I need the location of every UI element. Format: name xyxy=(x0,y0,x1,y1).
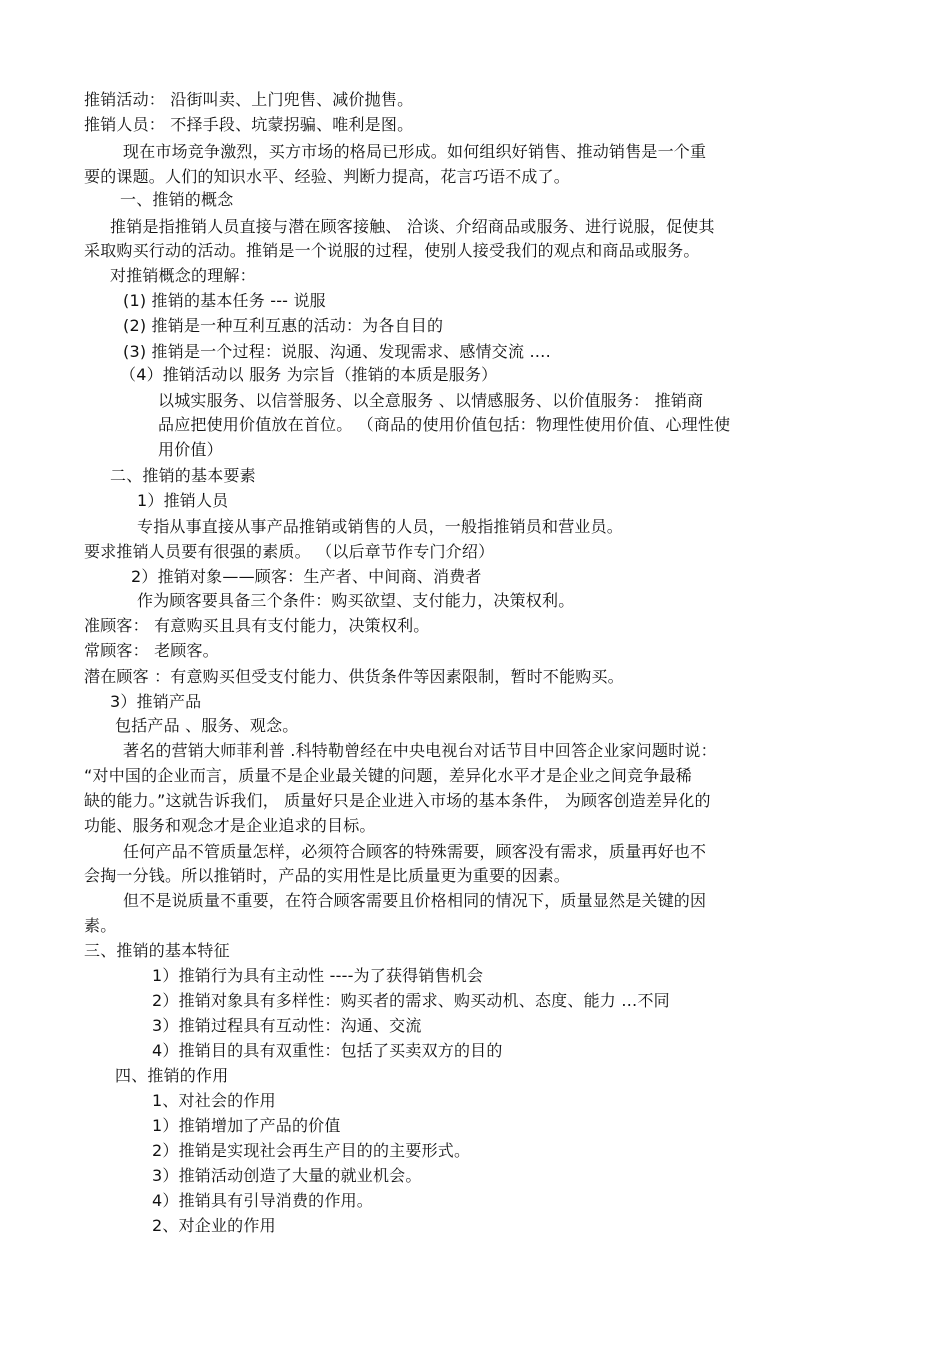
text-line: 以城实服务、以信誉服务、以全意服务 、以情感服务、以价值服务： 推销商 xyxy=(158,391,704,410)
list-item: 1）推销增加了产品的价值 xyxy=(152,1116,341,1135)
text-line: 要的课题。人们的知识水平、经验、判断力提高，花言巧语不成了。 xyxy=(84,167,571,186)
text-line: 要求推销人员要有很强的素质。 （以后章节作专门介绍） xyxy=(84,542,495,561)
list-item: (2) 推销是一种互利互惠的活动：为各自目的 xyxy=(123,316,444,335)
text-line: 现在市场竞争激烈，买方市场的格局已形成。如何组织好销售、推动销售是一个重 xyxy=(123,142,707,161)
subsection-heading: 1、对社会的作用 xyxy=(152,1091,276,1110)
text-line: 作为顾客要具备三个条件：购买欲望、支付能力，决策权利。 xyxy=(137,591,575,610)
text-line: 素。 xyxy=(84,916,117,935)
list-item: 2）推销是实现社会再生产目的的主要形式。 xyxy=(152,1141,471,1160)
section-heading: 一、推销的概念 xyxy=(120,190,234,209)
text-line: 推销是指推销人员直接与潜在顾客接触、 洽谈、介绍商品或服务、进行说服，促使其 xyxy=(110,217,715,236)
text-line: 专指从事直接从事产品推销或销售的人员，一般指推销员和营业员。 xyxy=(137,517,624,536)
text-line: 著名的营销大师菲利普 .科特勒曾经在中央电视台对话节目中回答企业家问题时说： xyxy=(123,741,717,760)
list-item: (1) 推销的基本任务 --- 说服 xyxy=(123,291,326,310)
text-line: 品应把使用价值放在首位。 （商品的使用价值包括：物理性使用价值、心理性使 xyxy=(158,415,731,434)
list-item: 4）推销具有引导消费的作用。 xyxy=(152,1191,373,1210)
list-item: 3）推销过程具有互动性：沟通、交流 xyxy=(152,1016,422,1035)
text-line: 任何产品不管质量怎样，必须符合顾客的特殊需要，顾客没有需求，质量再好也不 xyxy=(123,842,707,861)
text-line: “对中国的企业而言，质量不是企业最关键的问题，差异化水平才是企业之间竞争最稀 xyxy=(84,766,692,785)
text-line: 对推销概念的理解： xyxy=(110,266,256,285)
list-item: （4）推销活动以 服务 为宗旨（推销的本质是服务） xyxy=(120,365,498,384)
list-item: 3）推销活动创造了大量的就业机会。 xyxy=(152,1166,422,1185)
list-item: 1）推销行为具有主动性 ----为了获得销售机会 xyxy=(152,966,484,985)
text-line: 常顾客： 老顾客。 xyxy=(84,641,219,660)
list-item: 4）推销目的具有双重性：包括了买卖双方的目的 xyxy=(152,1041,503,1060)
text-line: 会掏一分钱。所以推销时，产品的实用性是比质量更为重要的因素。 xyxy=(84,866,571,885)
list-item: 2）推销对象具有多样性：购买者的需求、购买动机、态度、能力 …不同 xyxy=(152,991,670,1010)
text-line: 推销活动： 沿街叫卖、上门兜售、减价抛售。 xyxy=(84,90,414,109)
subsection-heading: 2、对企业的作用 xyxy=(152,1216,276,1235)
text-line: 但不是说质量不重要，在符合顾客需要且价格相同的情况下，质量显然是关键的因 xyxy=(123,891,707,910)
text-line: 准顾客： 有意购买且具有支付能力，决策权利。 xyxy=(84,616,430,635)
subsection-heading: 1）推销人员 xyxy=(137,491,229,510)
text-line: 采取购买行动的活动。推销是一个说服的过程，使别人接受我们的观点和商品或服务。 xyxy=(84,241,700,260)
text-line: 推销人员： 不择手段、坑蒙拐骗、唯利是图。 xyxy=(84,115,414,134)
section-heading: 三、推销的基本特征 xyxy=(84,941,230,960)
subsection-heading: 3）推销产品 xyxy=(110,692,202,711)
text-line: 功能、服务和观念才是企业追求的目标。 xyxy=(84,816,376,835)
subsection-heading: 2）推销对象——顾客：生产者、中间商、消费者 xyxy=(131,567,482,586)
text-line: 潜在顾客 ：有意购买但受支付能力、供货条件等因素限制，暂时不能购买。 xyxy=(84,667,624,686)
list-item: (3) 推销是一个过程：说服、沟通、发现需求、感情交流 …. xyxy=(123,342,551,361)
section-heading: 四、推销的作用 xyxy=(115,1066,229,1085)
text-line: 用价值） xyxy=(158,440,223,459)
section-heading: 二、推销的基本要素 xyxy=(110,466,256,485)
text-line: 包括产品 、服务、观念。 xyxy=(115,716,299,735)
text-line: 缺的能力。”这就告诉我们， 质量好只是企业进入市场的基本条件， 为顾客创造差异化的 xyxy=(84,791,711,810)
